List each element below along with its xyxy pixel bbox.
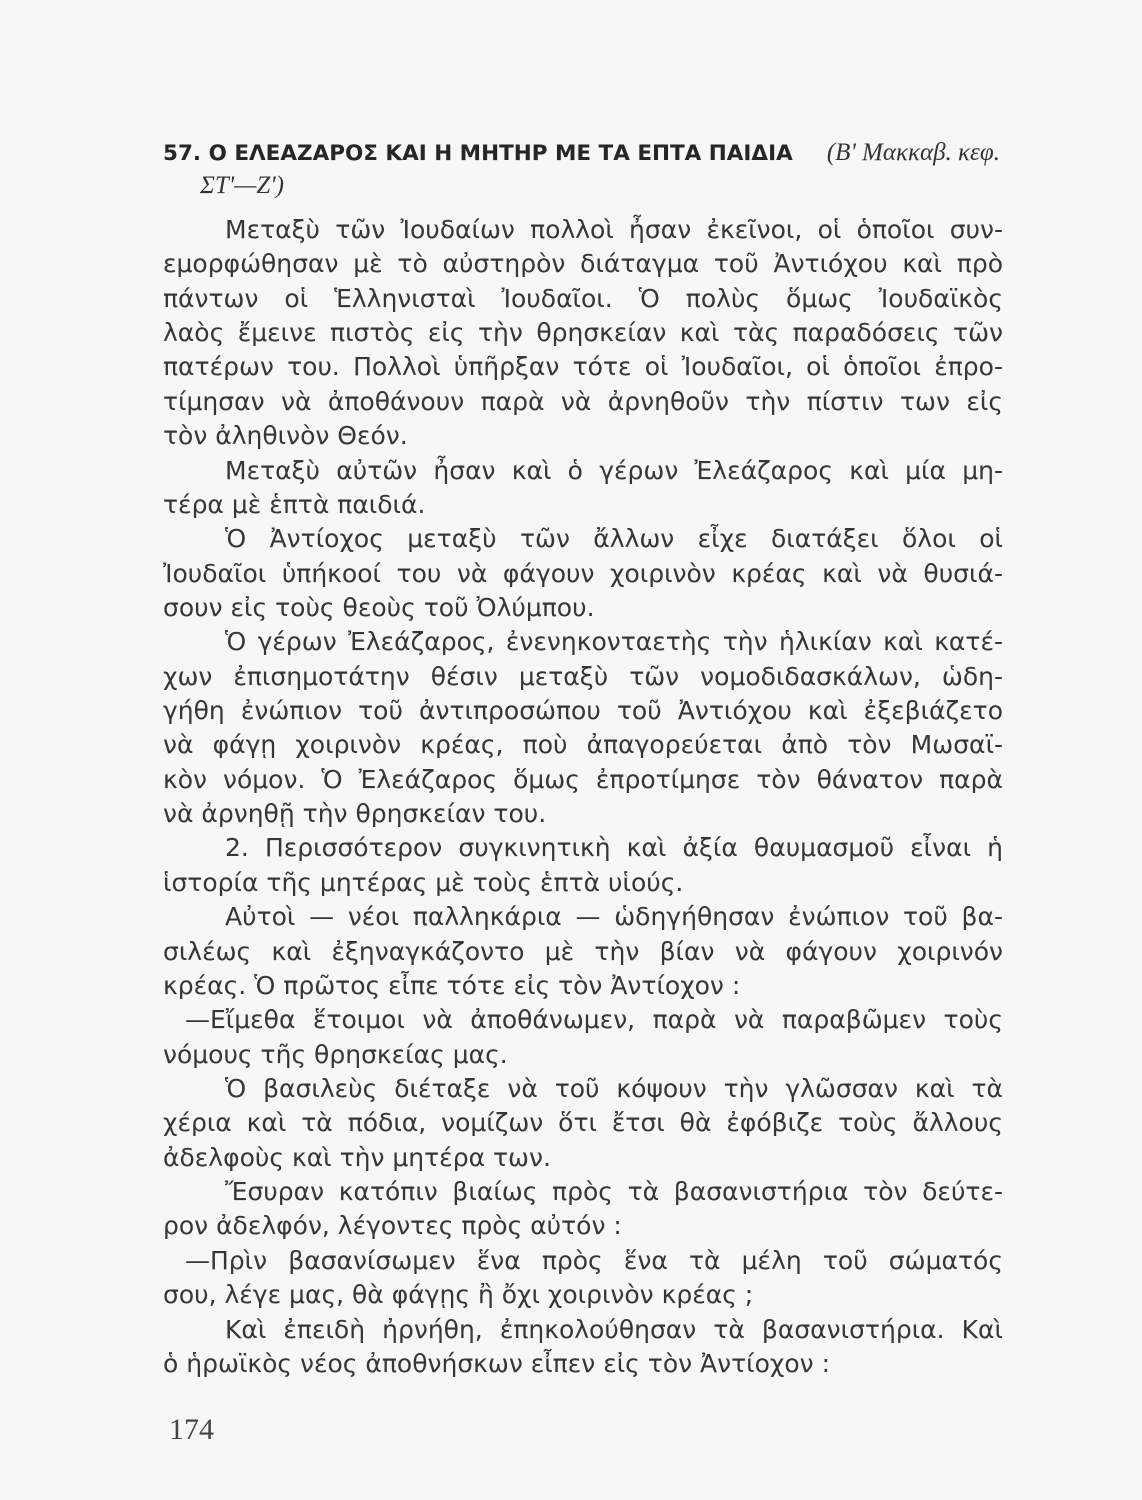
scripture-reference-continued: ΣΤ'—Ζ') (200, 172, 284, 199)
dialogue-paragraph (163, 1244, 1003, 1313)
paragraph (163, 454, 1003, 523)
text-line: Μεταξὺ τῶν Ἰουδαίων πολλοὶ ἦσαν ἐκεῖνοι, οἱ ὁποῖοι συν- (225, 215, 1003, 244)
text-line: σιλέως καὶ ἐξηναγκάζοντο μὲ τὴν βίαν νὰ φάγουν χοιρινόν (163, 936, 1003, 966)
body-text (163, 213, 1003, 1381)
paragraph (163, 900, 1003, 1003)
text-line: 2. Περισσότερον συγκινητικὴ καὶ ἀξία θαυμασμοῦ εἶναι ἡ (225, 833, 1003, 863)
paragraph (163, 1313, 1003, 1382)
page-number: 174 (169, 1413, 214, 1446)
paragraph (163, 522, 1003, 625)
paragraph (163, 1175, 1003, 1244)
text-line: Ὁ γέρων Ἐλεάζαρος, ἐνενηκονταετὴς τὴν ἡλικίαν καὶ κατέ- (225, 627, 1003, 657)
paragraph (163, 625, 1003, 831)
heading-line-1 (163, 136, 1000, 169)
text-line: —Πρὶν βασανίσωμεν ἕνα πρὸς ἕνα τὰ μέλη τοῦ σώματός (185, 1245, 1003, 1275)
text-line: Ὁ βασιλεὺς διέταξε νὰ τοῦ κόψουν τὴν γλῶσσαν καὶ τὰ (225, 1073, 1003, 1103)
paragraph (163, 213, 1003, 454)
text-line: —Εἴμεθα ἕτοιμοι νὰ ἀποθάνωμεν, παρὰ νὰ παραβῶμεν τοὺς (185, 1005, 1003, 1035)
section-title: 57. Ο ΕΛΕΑΖΑΡΟΣ ΚΑΙ Η ΜΗΤΗΡ ΜΕ ΤΑ ΕΠΤΑ ΠΑΙΔΙΑ (163, 141, 793, 166)
dialogue-paragraph (163, 1003, 1003, 1072)
heading-line-2 (163, 169, 1003, 202)
text-line: σου, λέγε μας, θὰ φάγῃς ἢ ὄχι χοιρινὸν κρέας ; (163, 1280, 754, 1310)
text-line: ἱστορία τῆς μητέρας μὲ τοὺς ἑπτὰ υἱούς. (163, 867, 684, 897)
text-line: εμορφώθησαν μὲ τὸ αὐστηρὸν διάταγμα τοῦ Ἀντιόχου καὶ πρὸ (163, 249, 1003, 279)
text-line: νὰ φάγῃ χοιρινὸν κρέας, ποὺ ἀπαγορεύεται ἀπὸ τὸν Μωσαϊ- (163, 730, 1003, 760)
paragraph (163, 1072, 1003, 1175)
text-line: Ἔσυραν κατόπιν βιαίως πρὸς τὰ βασανιστήρια τὸν δεύτε- (225, 1177, 1003, 1207)
text-line: κρέας. Ὁ πρῶτος εἶπε τότε εἰς τὸν Ἀντίοχον : (163, 970, 741, 1000)
text-line: νὰ ἀρνηθῇ τὴν θρησκείαν του. (163, 799, 547, 829)
text-line: τέρα μὲ ἑπτὰ παιδιά. (163, 489, 426, 519)
paragraph (163, 831, 1003, 900)
text-line: τίμησαν νὰ ἀποθάνουν παρὰ νὰ ἀρνηθοῦν τὴν πίστιν των εἰς (163, 386, 1003, 416)
section-heading (163, 136, 1003, 202)
text-line: γήθη ἐνώπιον τοῦ ἀντιπροσώπου τοῦ Ἀντιόχου καὶ ἐξεβιάζετο (163, 696, 1003, 726)
text-line: κὸν νόμον. Ὁ Ἐλεάζαρος ὅμως ἐπροτίμησε τὸν θάνατον παρὰ (163, 764, 1003, 794)
text-line: ἀδελφοὺς καὶ τὴν μητέρα των. (163, 1142, 551, 1172)
text-line: χέρια καὶ τὰ πόδια, νομίζων ὅτι ἔτσι θὰ ἐφόβιζε τοὺς ἄλλους (163, 1108, 1003, 1138)
text-line: Μεταξὺ αὐτῶν ἦσαν καὶ ὁ γέρων Ἐλεάζαρος καὶ μία μη- (225, 455, 1003, 485)
text-line: Καὶ ἐπειδὴ ἠρνήθη, ἐπηκολούθησαν τὰ βασανιστήρια. Καὶ (225, 1314, 1003, 1344)
text-line: ὁ ἡρωϊκὸς νέος ἀποθνήσκων εἶπεν εἰς τὸν Ἀντίοχον : (163, 1348, 830, 1378)
text-line: τὸν ἀληθινὸν Θεόν. (163, 421, 408, 451)
text-line: πάντων οἱ Ἑλληνισταὶ Ἰουδαῖοι. Ὁ πολὺς ὅμως Ἰουδαϊκὸς (163, 283, 1003, 313)
text-line: λαὸς ἔμεινε πιστὸς εἰς τὴν θρησκείαν καὶ τὰς παραδόσεις τῶν (163, 318, 1003, 348)
text-line: ρον ἀδελφόν, λέγοντες πρὸς αὐτόν : (163, 1211, 622, 1241)
text-line: νόμους τῆς θρησκείας μας. (163, 1039, 508, 1069)
text-line: χων ἐπισημοτάτην θέσιν μεταξὺ τῶν νομοδιδασκάλων, ὡδη- (163, 661, 1003, 691)
text-line: πατέρων του. Πολλοὶ ὑπῆρξαν τότε οἱ Ἰουδαῖοι, οἱ ὁποῖοι ἐπρο- (163, 352, 1003, 382)
text-line: Ἰουδαῖοι ὑπήκοοί του νὰ φάγουν χοιρινὸν κρέας καὶ νὰ θυσιά- (163, 558, 1003, 588)
text-line: Αὐτοὶ — νέοι παλληκάρια — ὡδηγήθησαν ἐνώπιον τοῦ βα- (225, 902, 1003, 932)
text-line: Ὁ Ἀντίοχος μεταξὺ τῶν ἄλλων εἶχε διατάξει ὅλοι οἱ (225, 524, 1003, 554)
scripture-reference: (Β' Μακκαβ. κεφ. (826, 139, 1000, 166)
text-line: σουν εἰς τοὺς θεοὺς τοῦ Ὀλύμπου. (163, 592, 595, 622)
